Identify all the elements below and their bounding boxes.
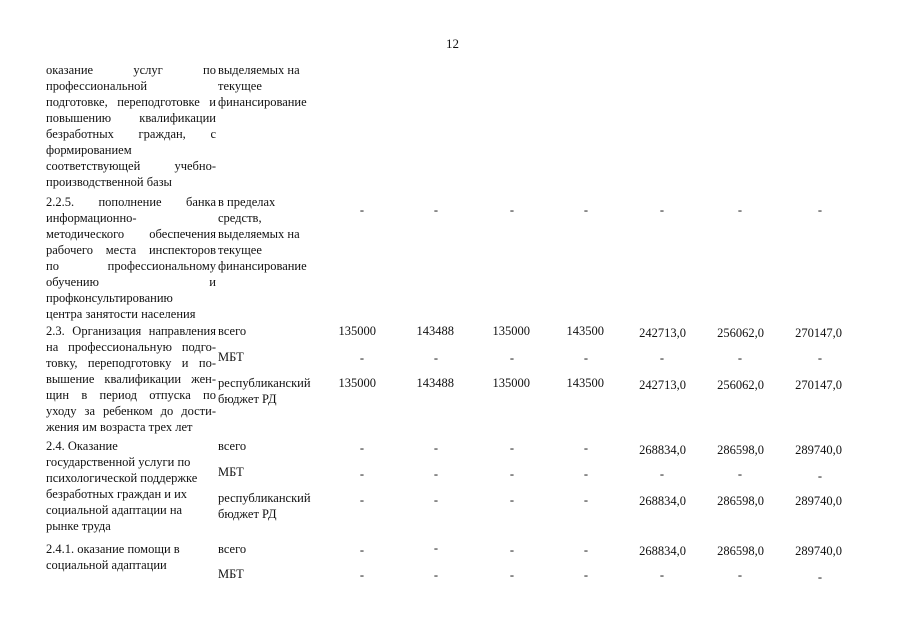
source-line: выделяемых на [218,227,300,241]
desc-line: формированием [46,143,132,157]
desc-line: на профессиональную подго- [46,340,216,354]
value-cell: - [659,351,664,365]
desc-line: безработных граждан, с [46,127,216,141]
source-line: республиканский [218,376,311,390]
desc-line: социальной адаптации [46,558,167,572]
source-line: выделяемых на [218,63,300,77]
value-cell: - [433,493,438,507]
source-line: финансирование [218,95,307,109]
value-cell: - [737,203,742,217]
value-cell: - [433,467,438,481]
source-line: финансирование [218,259,307,273]
value-cell: - [817,351,822,365]
page-number: 12 [446,36,459,51]
source-line: средств, [218,211,262,225]
desc-line: рабочего места инспекторов [46,243,216,257]
value-cell: - [737,568,742,582]
value-cell: 289740,0 [795,443,842,457]
value-cell: 270147,0 [795,326,842,340]
value-cell: 286598,0 [717,544,764,558]
desc-line: безработных граждан и их [46,487,188,501]
value-cell: - [509,543,514,557]
value-cell: 286598,0 [717,443,764,457]
value-cell: 143500 [566,376,604,390]
desc-line: соответствующей учебно- [46,159,216,173]
desc-line: центра занятости населения [46,307,196,321]
value-cell: 268834,0 [639,544,686,558]
value-cell: 135000 [338,324,376,338]
value-cell: - [659,467,664,481]
row-description [46,62,216,190]
value-cell: - [359,568,364,582]
value-cell: 256062,0 [717,378,764,392]
source-line: всего [218,542,247,556]
value-cell: 135000 [338,376,376,390]
value-cell: 256062,0 [717,326,764,340]
value-cell: - [433,568,438,582]
desc-line: уходу за ребенком до дости- [46,404,216,418]
source-line: всего [218,324,247,338]
value-cell: 135000 [492,376,530,390]
value-cell: - [509,441,514,455]
row-description [46,323,216,435]
desc-line: жения им возраста трех лет [46,420,193,434]
desc-line: подготовке, переподготовке и [46,95,216,109]
value-cell: - [583,543,588,557]
value-cell: - [433,351,438,365]
value-cell: - [817,570,822,584]
value-cell: - [509,467,514,481]
desc-line: оказание услуг по [46,63,216,77]
desc-line: 2.2.5. пополнение банка [46,195,216,209]
source-line: республиканский [218,491,311,505]
value-cell: 143488 [416,376,454,390]
value-cell: 135000 [492,324,530,338]
value-cell: - [509,203,514,217]
source-line: МБТ [218,567,244,581]
value-cell: - [583,493,588,507]
value-cell: 286598,0 [717,494,764,508]
row-description [46,541,216,573]
desc-line: повышению квалификации [46,111,216,125]
value-cell: - [359,467,364,481]
desc-line: по профессиональному [46,259,216,273]
desc-line: производственной базы [46,175,172,189]
value-cell: 268834,0 [639,494,686,508]
source-line: бюджет РД [218,392,277,406]
desc-line: 2.4. Оказание [46,439,118,453]
value-cell: - [509,568,514,582]
value-cell: - [359,543,364,557]
value-cell: 242713,0 [639,326,686,340]
value-cell: - [359,351,364,365]
desc-line: вышение квалификации жен- [46,372,216,386]
value-cell: - [659,568,664,582]
value-cell: - [817,469,822,483]
source-line: бюджет РД [218,507,277,521]
value-cell: 242713,0 [639,378,686,392]
value-cell: - [359,493,364,507]
desc-line: щин в период отпуска по [46,388,216,402]
desc-line: государственной услуги по [46,455,191,469]
value-cell: 268834,0 [639,443,686,457]
desc-line: товку, переподготовку и по- [46,356,216,370]
desc-line: профессиональной [46,79,148,93]
value-cell: 143488 [416,324,454,338]
source-line: МБТ [218,350,244,364]
funding-source [218,62,338,110]
source-line: текущее [218,243,262,257]
desc-line: 2.4.1. оказание помощи в [46,542,180,556]
value-cell: 143500 [566,324,604,338]
value-cell: - [737,351,742,365]
value-cell: - [509,493,514,507]
value-cell: - [433,203,438,217]
value-cell: - [583,441,588,455]
value-cell: - [583,467,588,481]
value-cell: - [659,203,664,217]
value-cell: - [359,203,364,217]
value-cell: 270147,0 [795,378,842,392]
value-cell: - [583,351,588,365]
source-line: всего [218,439,247,453]
desc-line: профконсультированию [46,291,173,305]
source-line: МБТ [218,465,244,479]
value-cell: - [433,541,438,555]
row-description [46,438,216,534]
desc-line: психологической поддержке [46,471,198,485]
value-cell: - [583,568,588,582]
value-cell: - [433,441,438,455]
row-description [46,194,216,322]
desc-line: методического обеспечения [46,227,216,241]
desc-line: 2.3. Организация направления [46,324,216,338]
source-line: в пределах [218,195,276,209]
value-cell: - [509,351,514,365]
desc-line: информационно- [46,211,137,225]
value-cell: - [817,203,822,217]
desc-line: рынке труда [46,519,111,533]
value-cell: - [359,441,364,455]
value-cell: - [583,203,588,217]
value-cell: - [737,467,742,481]
value-cell: 289740,0 [795,544,842,558]
desc-line: обучению и [46,275,216,289]
desc-line: социальной адаптации на [46,503,183,517]
value-cell: 289740,0 [795,494,842,508]
source-line: текущее [218,79,262,93]
